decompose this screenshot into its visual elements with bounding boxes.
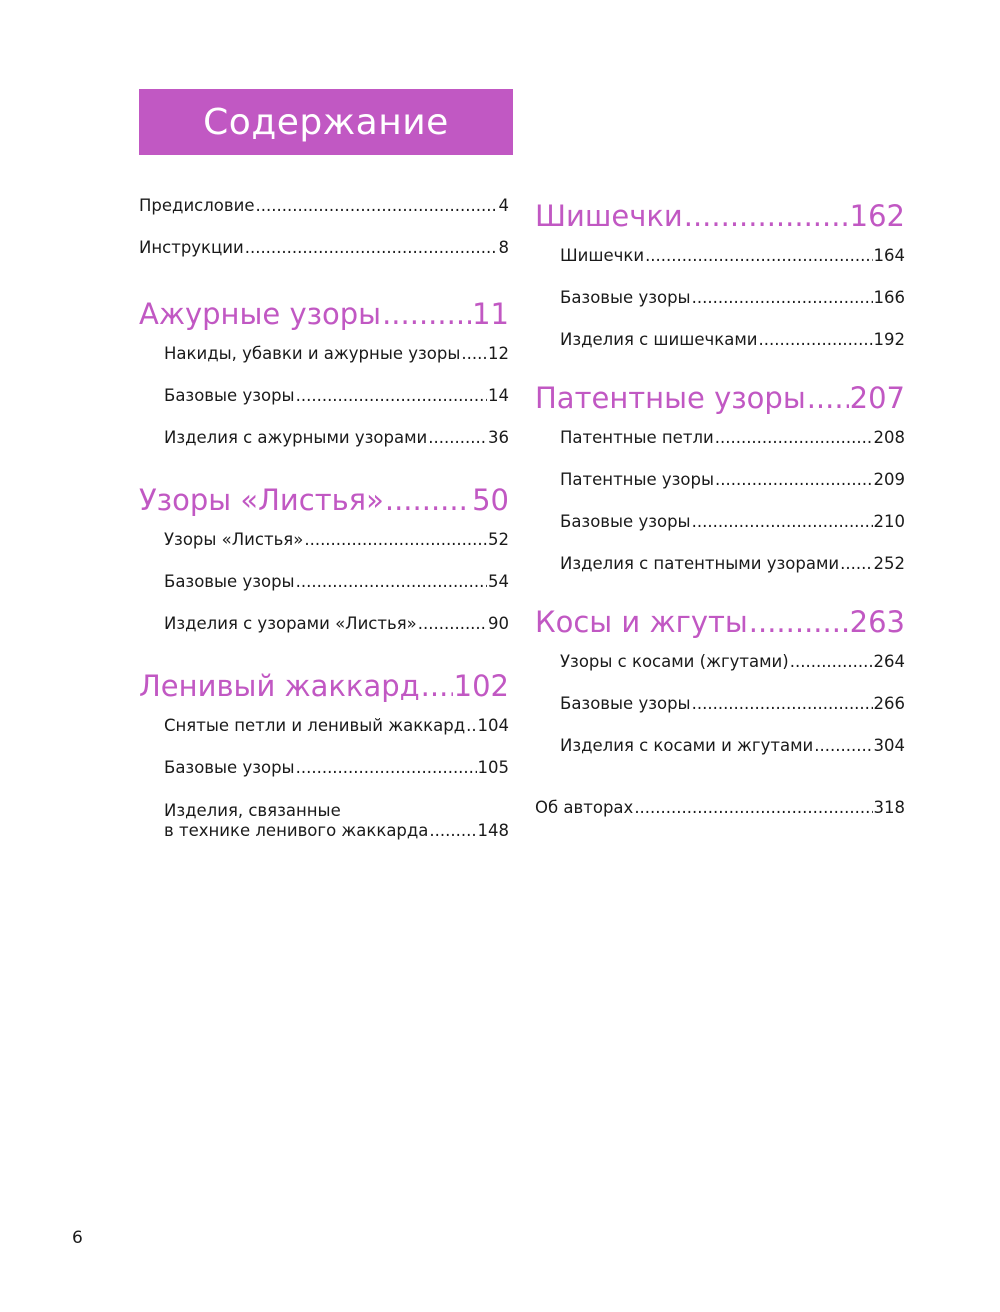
toc-entry[interactable]: Базовые узоры ..... 166 bbox=[535, 288, 905, 308]
toc-entry[interactable]: Патентные узоры ..... 209 bbox=[535, 470, 905, 490]
toc-entry[interactable]: Снятые петли и ленивый жаккард ..... 104 bbox=[139, 716, 509, 736]
toc-entry[interactable]: Накиды, убавки и ажурные узоры ..... 12 bbox=[139, 344, 509, 364]
toc-entry[interactable]: Изделия с шишечками ..... 192 bbox=[535, 330, 905, 350]
toc-entry[interactable]: Патентные петли ..... 208 bbox=[535, 428, 905, 448]
toc-right-column bbox=[535, 196, 905, 840]
toc-section-openwork[interactable]: Ажурные узоры ..... 11 bbox=[139, 296, 509, 332]
toc-entry[interactable]: Изделия с ажурными узорами ..... 36 bbox=[139, 428, 509, 448]
toc-entry-about-authors[interactable]: Об авторах ..... 318 bbox=[535, 798, 905, 818]
toc-entry[interactable]: Базовые узоры ..... 54 bbox=[139, 572, 509, 592]
toc-left-column bbox=[139, 196, 509, 841]
toc-entry[interactable]: Изделия с патентными узорами ..... 252 bbox=[535, 554, 905, 574]
toc-entry[interactable]: Узоры «Листья» ..... 52 bbox=[139, 530, 509, 550]
toc-entry-multiline[interactable]: Изделия, связанные в технике ленивого жаккарда ..... 148 bbox=[139, 800, 509, 841]
toc-entry[interactable]: Изделия с узорами «Листья» ..... 90 bbox=[139, 614, 509, 634]
toc-entry[interactable]: Базовые узоры ..... 266 bbox=[535, 694, 905, 714]
toc-entry-preface[interactable]: Предисловие ..... 4 bbox=[139, 196, 509, 216]
toc-entry[interactable]: Базовые узоры ..... 210 bbox=[535, 512, 905, 532]
toc-section-lazy-jacquard[interactable]: Ленивый жаккард ..... 102 bbox=[139, 668, 509, 704]
toc-title-banner bbox=[139, 89, 513, 155]
toc-entry[interactable]: Изделия с косами и жгутами ..... 304 bbox=[535, 736, 905, 756]
toc-section-bobbles[interactable]: Шишечки ..... 162 bbox=[535, 198, 905, 234]
toc-title: Содержание bbox=[203, 101, 449, 143]
toc-entry[interactable]: Базовые узоры ..... 105 bbox=[139, 758, 509, 778]
toc-entry-instructions[interactable]: Инструкции ..... 8 bbox=[139, 238, 509, 258]
toc-entry[interactable]: Узоры с косами (жгутами) ..... 264 bbox=[535, 652, 905, 672]
page-number: 6 bbox=[72, 1228, 83, 1248]
toc-section-brioche[interactable]: Патентные узоры ..... 207 bbox=[535, 380, 905, 416]
toc-section-cables[interactable]: Косы и жгуты ..... 263 bbox=[535, 604, 905, 640]
toc-section-leaves[interactable]: Узоры «Листья» ..... 50 bbox=[139, 482, 509, 518]
toc-entry[interactable]: Шишечки ..... 164 bbox=[535, 246, 905, 266]
toc-entry[interactable]: Базовые узоры ..... 14 bbox=[139, 386, 509, 406]
